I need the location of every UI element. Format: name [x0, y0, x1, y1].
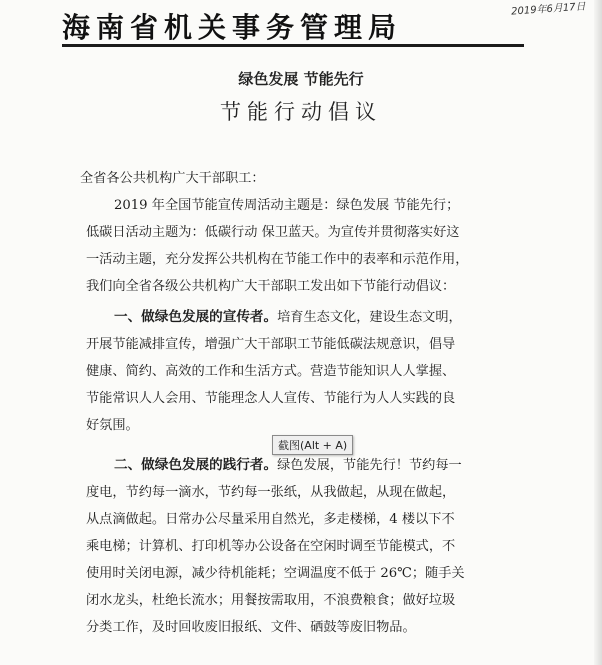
paragraph-line: 分类工作，及时回收废旧报纸、文件、硒鼓等废旧物品。	[86, 620, 416, 635]
slogan: 绿色发展 节能先行	[238, 70, 364, 88]
paragraph-line: 使用时关闭电源，减少待机能耗；空调温度不低于 26℃；随手关	[86, 566, 465, 581]
paragraph-line: 从点滴做起。日常办公尽量采用自然光，多走楼梯，4 楼以下不	[86, 512, 455, 527]
header-divider	[62, 44, 524, 47]
document-title: 节能行动倡议	[220, 100, 382, 124]
screenshot-tooltip: 截图(Alt + A)	[272, 435, 353, 455]
paragraph-line: 闭水龙头，杜绝长流水；用餐按需取用，不浪费粮食；做好垃圾	[86, 593, 456, 608]
salutation: 全省各公共机构广大干部职工：	[80, 171, 265, 186]
paragraph-line: 度电，节约每一滴水，节约每一张纸，从我做起，从现在做起，	[86, 485, 456, 500]
section-1-text: 培育生态文化，建设生态文明，	[277, 310, 462, 325]
organization-header: 海南省机关事务管理局	[62, 11, 403, 44]
section-1-heading: 一、做绿色发展的宣传者。	[114, 309, 278, 325]
paragraph-line: 乘电梯；计算机、打印机等办公设备在空闲时调至节能模式，不	[86, 539, 456, 554]
paragraph-line: 健康、简约、高效的工作和生活方式。营造节能知识人人掌握、	[86, 364, 456, 379]
section-1-first-line	[114, 304, 534, 331]
paragraph-line: 一活动主题，充分发挥公共机构在节能工作中的表率和示范作用，	[86, 252, 469, 267]
paragraph-line: 好氛围。	[86, 418, 139, 433]
section-2-first-line	[114, 452, 534, 479]
section-2-heading: 二、做绿色发展的践行者。	[114, 457, 278, 473]
handwritten-date: 2019年6月17日	[511, 1, 587, 18]
paragraph-line: 2019 年全国节能宣传周活动主题是：绿色发展 节能先行；	[114, 198, 460, 213]
paragraph-line: 我们向全省各级公共机构广大干部职工发出如下节能行动倡议：	[86, 279, 456, 294]
paragraph-line: 低碳日活动主题为：低碳行动 保卫蓝天。为宣传并贯彻落实好这	[86, 225, 460, 240]
paragraph-line: 开展节能减排宣传，增强广大干部职工节能低碳法规意识，倡导	[86, 337, 456, 352]
section-2-text: 绿色发展，节能先行！节约每一	[277, 458, 462, 473]
paragraph-line: 节能常识人人会用、节能理念人人宣传、节能行为人人实践的良	[86, 391, 456, 406]
